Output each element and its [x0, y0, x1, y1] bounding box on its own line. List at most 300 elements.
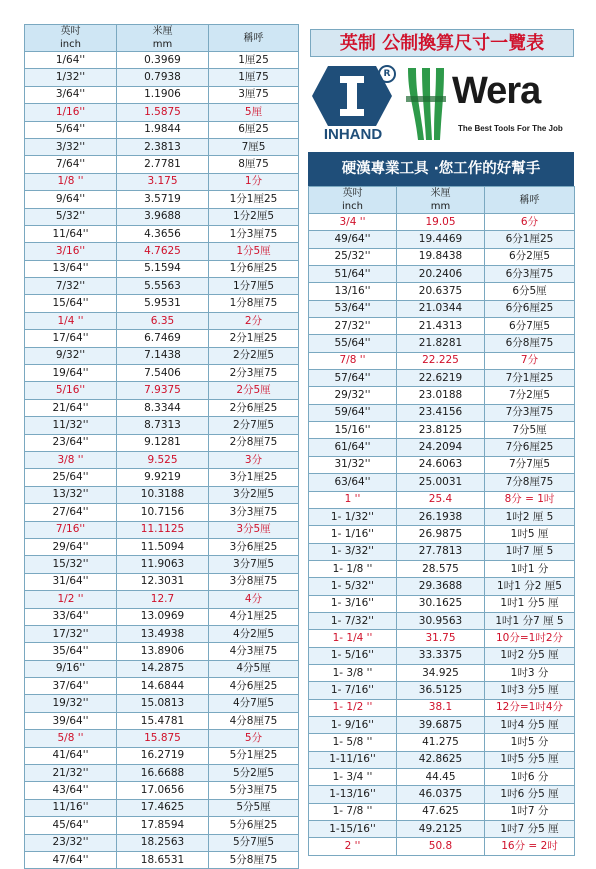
inch-cell: 41/64'' — [25, 747, 117, 764]
mm-cell: 5.9531 — [117, 295, 209, 312]
inch-cell: 1-13/16'' — [309, 786, 397, 803]
table-row — [25, 660, 299, 677]
table-row — [309, 508, 575, 525]
inch-cell: 35/64'' — [25, 643, 117, 660]
name-cell: 1分5厘 — [209, 243, 299, 260]
mm-cell: 4.3656 — [117, 225, 209, 242]
inch-cell: 27/32'' — [309, 318, 397, 335]
inch-cell: 29/64'' — [25, 538, 117, 555]
inch-cell: 33/64'' — [25, 608, 117, 625]
table-row — [25, 312, 299, 329]
table-row — [25, 278, 299, 295]
inch-cell: 1 '' — [309, 491, 397, 508]
header-name: 稱呼 — [209, 25, 299, 52]
logo-area — [308, 62, 574, 148]
inch-cell: 15/64'' — [25, 295, 117, 312]
inch-cell: 3/8 '' — [25, 451, 117, 468]
mm-cell: 25.4 — [397, 491, 485, 508]
table-row — [25, 678, 299, 695]
inch-cell: 5/8 '' — [25, 730, 117, 747]
inch-cell: 11/16'' — [25, 799, 117, 816]
inch-cell: 1- 1/8 '' — [309, 560, 397, 577]
name-cell: 1厘25 — [209, 52, 299, 69]
mm-cell: 17.4625 — [117, 799, 209, 816]
table-row — [309, 422, 575, 439]
mm-cell: 19.8438 — [397, 248, 485, 265]
name-cell: 8分 = 1吋 — [485, 491, 575, 508]
mm-cell: 9.9219 — [117, 469, 209, 486]
name-cell: 5分1厘25 — [209, 747, 299, 764]
name-cell: 4分 — [209, 591, 299, 608]
inch-cell: 1- 9/16'' — [309, 716, 397, 733]
name-cell: 2分 — [209, 312, 299, 329]
table-row — [25, 817, 299, 834]
mm-cell: 47.625 — [397, 803, 485, 820]
name-cell: 5分7厘5 — [209, 834, 299, 851]
table-row — [25, 521, 299, 538]
table-row — [25, 295, 299, 312]
header-inch — [25, 25, 117, 52]
table-row — [25, 451, 299, 468]
mm-cell: 8.7313 — [117, 417, 209, 434]
mm-cell: 26.9875 — [397, 526, 485, 543]
mm-cell: 3.175 — [117, 173, 209, 190]
name-cell: 1厘75 — [209, 69, 299, 86]
table-row — [25, 225, 299, 242]
inch-cell: 1- 7/8 '' — [309, 803, 397, 820]
table-row — [25, 747, 299, 764]
name-cell: 7厘5 — [209, 138, 299, 155]
header-inch-cn: 英吋 — [60, 26, 81, 37]
registered-mark: R — [378, 65, 396, 83]
inch-cell: 5/32'' — [25, 208, 117, 225]
table-row — [309, 647, 575, 664]
mm-cell: 49.2125 — [397, 821, 485, 838]
inch-cell: 17/64'' — [25, 330, 117, 347]
inch-cell: 61/64'' — [309, 439, 397, 456]
name-cell: 6分3厘75 — [485, 266, 575, 283]
table-row — [25, 799, 299, 816]
inch-cell: 47/64'' — [25, 851, 117, 868]
table-row — [25, 52, 299, 69]
name-cell: 3分7厘5 — [209, 556, 299, 573]
right-table-body — [309, 214, 575, 856]
mm-cell: 46.0375 — [397, 786, 485, 803]
inch-cell: 3/16'' — [25, 243, 117, 260]
header-mm-cn: 米厘 — [430, 188, 451, 199]
inch-cell: 7/8 '' — [309, 352, 397, 369]
inch-cell: 49/64'' — [309, 231, 397, 248]
left-table-body — [25, 52, 299, 869]
wera-tagline: The Best Tools For The Job — [458, 124, 563, 133]
header-inch-cn: 英吋 — [342, 188, 363, 199]
mm-cell: 11.1125 — [117, 521, 209, 538]
name-cell: 7分2厘5 — [485, 387, 575, 404]
mm-cell: 27.7813 — [397, 543, 485, 560]
mm-cell: 36.5125 — [397, 682, 485, 699]
mm-cell: 19.4469 — [397, 231, 485, 248]
name-cell: 1吋7 厘 5 — [485, 543, 575, 560]
inch-cell: 1/16'' — [25, 104, 117, 121]
inch-cell: 1/64'' — [25, 52, 117, 69]
table-row — [309, 664, 575, 681]
table-row — [309, 716, 575, 733]
name-cell: 1吋1 分7 厘 5 — [485, 612, 575, 629]
name-cell: 1吋1 分2 厘5 — [485, 578, 575, 595]
name-cell: 1吋5 分 — [485, 734, 575, 751]
inch-cell: 1- 3/32'' — [309, 543, 397, 560]
mm-cell: 22.6219 — [397, 370, 485, 387]
table-row — [309, 751, 575, 768]
mm-cell: 19.05 — [397, 214, 485, 231]
mm-cell: 22.225 — [397, 352, 485, 369]
table-row — [309, 682, 575, 699]
table-row — [309, 560, 575, 577]
inch-cell: 3/4 '' — [309, 214, 397, 231]
inch-cell: 57/64'' — [309, 370, 397, 387]
table-row — [25, 591, 299, 608]
mm-cell: 20.6375 — [397, 283, 485, 300]
name-cell: 5分3厘75 — [209, 782, 299, 799]
mm-cell: 30.9563 — [397, 612, 485, 629]
table-row — [25, 573, 299, 590]
mm-cell: 15.0813 — [117, 695, 209, 712]
inch-cell: 45/64'' — [25, 817, 117, 834]
mm-cell: 7.1438 — [117, 347, 209, 364]
header-mm-en: mm — [152, 39, 173, 50]
mm-cell: 6.7469 — [117, 330, 209, 347]
table-row — [25, 765, 299, 782]
name-cell: 6分6厘25 — [485, 300, 575, 317]
table-row — [309, 318, 575, 335]
table-row — [25, 382, 299, 399]
mm-cell: 26.1938 — [397, 508, 485, 525]
inch-cell: 5/16'' — [25, 382, 117, 399]
mm-cell: 50.8 — [397, 838, 485, 855]
table-row — [25, 121, 299, 138]
name-cell: 1分7厘5 — [209, 278, 299, 295]
name-cell: 4分8厘75 — [209, 712, 299, 729]
inch-cell: 27/64'' — [25, 504, 117, 521]
name-cell: 6分1厘25 — [485, 231, 575, 248]
inch-cell: 9/64'' — [25, 191, 117, 208]
mm-cell: 42.8625 — [397, 751, 485, 768]
inch-cell: 1- 1/2 '' — [309, 699, 397, 716]
name-cell: 3分2厘5 — [209, 486, 299, 503]
inch-cell: 1- 3/4 '' — [309, 769, 397, 786]
name-cell: 2分5厘 — [209, 382, 299, 399]
mm-cell: 15.875 — [117, 730, 209, 747]
mm-cell: 21.8281 — [397, 335, 485, 352]
name-cell: 4分7厘5 — [209, 695, 299, 712]
name-cell: 12分=1吋4分 — [485, 699, 575, 716]
inch-cell: 1/8 '' — [25, 173, 117, 190]
table-row — [309, 387, 575, 404]
name-cell: 1分8厘75 — [209, 295, 299, 312]
header-mm-cn: 米厘 — [152, 26, 173, 37]
inch-cell: 3/32'' — [25, 138, 117, 155]
name-cell: 1分 — [209, 173, 299, 190]
name-cell: 5厘 — [209, 104, 299, 121]
name-cell: 2分3厘75 — [209, 365, 299, 382]
table-row — [25, 243, 299, 260]
name-cell: 6分8厘75 — [485, 335, 575, 352]
mm-cell: 21.0344 — [397, 300, 485, 317]
mm-cell: 1.9844 — [117, 121, 209, 138]
name-cell: 6分7厘5 — [485, 318, 575, 335]
inch-cell: 13/64'' — [25, 260, 117, 277]
table-row — [25, 556, 299, 573]
table-row — [25, 625, 299, 642]
table-row — [309, 769, 575, 786]
mm-cell: 5.1594 — [117, 260, 209, 277]
inch-cell: 1/4 '' — [25, 312, 117, 329]
table-row — [25, 173, 299, 190]
inch-cell: 43/64'' — [25, 782, 117, 799]
inch-cell: 1- 7/16'' — [309, 682, 397, 699]
inch-cell: 1-15/16'' — [309, 821, 397, 838]
inch-cell: 13/16'' — [309, 283, 397, 300]
inch-cell: 1- 3/8 '' — [309, 664, 397, 681]
table-row — [309, 335, 575, 352]
name-cell: 3分5厘 — [209, 521, 299, 538]
mm-cell: 16.2719 — [117, 747, 209, 764]
wera-logo-text: Wera — [452, 70, 541, 112]
table-row — [25, 538, 299, 555]
mm-cell: 24.6063 — [397, 456, 485, 473]
table-row — [309, 266, 575, 283]
name-cell: 6分2厘5 — [485, 248, 575, 265]
table-row — [25, 782, 299, 799]
table-row — [25, 399, 299, 416]
name-cell: 7分5厘 — [485, 422, 575, 439]
mm-cell: 24.2094 — [397, 439, 485, 456]
header-inch — [309, 187, 397, 214]
name-cell: 1吋6 分5 厘 — [485, 786, 575, 803]
inhand-logo-text: INHAND — [323, 126, 383, 143]
inch-cell: 1/2 '' — [25, 591, 117, 608]
name-cell: 3分 — [209, 451, 299, 468]
table-row — [309, 248, 575, 265]
inch-cell: 1- 7/32'' — [309, 612, 397, 629]
mm-cell: 7.5406 — [117, 365, 209, 382]
name-cell: 7分6厘25 — [485, 439, 575, 456]
inch-cell: 63/64'' — [309, 474, 397, 491]
mm-cell: 10.7156 — [117, 504, 209, 521]
inch-cell: 1-11/16'' — [309, 751, 397, 768]
table-row — [309, 491, 575, 508]
mm-cell: 9.525 — [117, 451, 209, 468]
mm-cell: 1.1906 — [117, 86, 209, 103]
header-inch-en: inch — [60, 39, 81, 50]
inch-cell: 15/16'' — [309, 422, 397, 439]
mm-cell: 0.7938 — [117, 69, 209, 86]
inch-cell: 51/64'' — [309, 266, 397, 283]
mm-cell: 30.1625 — [397, 595, 485, 612]
table-row — [25, 69, 299, 86]
mm-cell: 5.5563 — [117, 278, 209, 295]
inch-cell: 21/32'' — [25, 765, 117, 782]
name-cell: 1吋2 分5 厘 — [485, 647, 575, 664]
inch-cell: 11/64'' — [25, 225, 117, 242]
name-cell: 1吋7 分 — [485, 803, 575, 820]
table-row — [25, 486, 299, 503]
table-row — [309, 699, 575, 716]
table-row — [25, 851, 299, 868]
inch-cell: 29/32'' — [309, 387, 397, 404]
table-row — [309, 404, 575, 421]
table-row — [25, 504, 299, 521]
table-row — [309, 595, 575, 612]
name-cell: 1吋1 分 — [485, 560, 575, 577]
inch-cell: 2 '' — [309, 838, 397, 855]
name-cell: 16分 = 2吋 — [485, 838, 575, 855]
name-cell: 1吋1 分5 厘 — [485, 595, 575, 612]
table-row — [309, 474, 575, 491]
name-cell: 2分6厘25 — [209, 399, 299, 416]
header-inch-en: inch — [342, 201, 363, 212]
table-row — [25, 347, 299, 364]
inch-cell: 19/32'' — [25, 695, 117, 712]
name-cell: 3分6厘25 — [209, 538, 299, 555]
conversion-table-right — [308, 186, 575, 856]
table-row — [25, 104, 299, 121]
name-cell: 1吋6 分 — [485, 769, 575, 786]
name-cell: 5分8厘75 — [209, 851, 299, 868]
mm-cell: 34.925 — [397, 664, 485, 681]
table-row — [25, 330, 299, 347]
table-row — [309, 456, 575, 473]
mm-cell: 29.3688 — [397, 578, 485, 595]
name-cell: 1吋2 厘 5 — [485, 508, 575, 525]
name-cell: 7分1厘25 — [485, 370, 575, 387]
name-cell: 1吋5 分5 厘 — [485, 751, 575, 768]
mm-cell: 33.3375 — [397, 647, 485, 664]
table-row — [309, 283, 575, 300]
mm-cell: 13.0969 — [117, 608, 209, 625]
table-row — [25, 730, 299, 747]
mm-cell: 10.3188 — [117, 486, 209, 503]
table-row — [25, 643, 299, 660]
name-cell: 4分3厘75 — [209, 643, 299, 660]
mm-cell: 18.2563 — [117, 834, 209, 851]
table-row — [25, 365, 299, 382]
mm-cell: 25.0031 — [397, 474, 485, 491]
mm-cell: 3.9688 — [117, 208, 209, 225]
inch-cell: 9/16'' — [25, 660, 117, 677]
mm-cell: 13.4938 — [117, 625, 209, 642]
mm-cell: 44.45 — [397, 769, 485, 786]
table-row — [25, 608, 299, 625]
mm-cell: 2.3813 — [117, 138, 209, 155]
table-row — [25, 469, 299, 486]
inch-cell: 1- 3/16'' — [309, 595, 397, 612]
mm-cell: 28.575 — [397, 560, 485, 577]
table-row — [309, 838, 575, 855]
table-row — [25, 712, 299, 729]
name-cell: 3分3厘75 — [209, 504, 299, 521]
mm-cell: 20.2406 — [397, 266, 485, 283]
mm-cell: 6.35 — [117, 312, 209, 329]
inch-cell: 5/64'' — [25, 121, 117, 138]
table-row — [25, 417, 299, 434]
table-row — [25, 695, 299, 712]
name-cell: 4分5厘 — [209, 660, 299, 677]
mm-cell: 23.4156 — [397, 404, 485, 421]
mm-cell: 9.1281 — [117, 434, 209, 451]
mm-cell: 15.4781 — [117, 712, 209, 729]
table-row — [309, 803, 575, 820]
table-row — [25, 434, 299, 451]
mm-cell: 7.9375 — [117, 382, 209, 399]
wera-emblem-icon — [404, 66, 448, 142]
table-row — [309, 821, 575, 838]
inch-cell: 3/64'' — [25, 86, 117, 103]
table-row — [309, 214, 575, 231]
table-row — [309, 786, 575, 803]
inch-cell: 11/32'' — [25, 417, 117, 434]
inch-cell: 31/64'' — [25, 573, 117, 590]
inch-cell: 25/64'' — [25, 469, 117, 486]
table-row — [309, 231, 575, 248]
table-row — [25, 260, 299, 277]
table-row — [309, 300, 575, 317]
name-cell: 5分2厘5 — [209, 765, 299, 782]
mm-cell: 23.0188 — [397, 387, 485, 404]
name-cell: 3厘75 — [209, 86, 299, 103]
name-cell: 1分1厘25 — [209, 191, 299, 208]
mm-cell: 2.7781 — [117, 156, 209, 173]
inch-cell: 37/64'' — [25, 678, 117, 695]
table-row — [25, 156, 299, 173]
name-cell: 1吋3 分5 厘 — [485, 682, 575, 699]
mm-cell: 8.3344 — [117, 399, 209, 416]
mm-cell: 11.5094 — [117, 538, 209, 555]
inch-cell: 23/64'' — [25, 434, 117, 451]
name-cell: 4分6厘25 — [209, 678, 299, 695]
mm-cell: 12.3031 — [117, 573, 209, 590]
table-row — [309, 578, 575, 595]
mm-cell: 12.7 — [117, 591, 209, 608]
inch-cell: 1/32'' — [25, 69, 117, 86]
name-cell: 7分3厘75 — [485, 404, 575, 421]
inch-cell: 25/32'' — [309, 248, 397, 265]
table-row — [309, 352, 575, 369]
inch-cell: 9/32'' — [25, 347, 117, 364]
name-cell: 2分1厘25 — [209, 330, 299, 347]
name-cell: 3分8厘75 — [209, 573, 299, 590]
inch-cell: 53/64'' — [309, 300, 397, 317]
name-cell: 1分3厘75 — [209, 225, 299, 242]
name-cell: 1吋5 厘 — [485, 526, 575, 543]
name-cell: 6厘25 — [209, 121, 299, 138]
header-mm-en: mm — [430, 201, 451, 212]
name-cell: 5分5厘 — [209, 799, 299, 816]
name-cell: 2分8厘75 — [209, 434, 299, 451]
inch-cell: 1- 5/8 '' — [309, 734, 397, 751]
mm-cell: 14.6844 — [117, 678, 209, 695]
name-cell: 1吋7 分5 厘 — [485, 821, 575, 838]
mm-cell: 23.8125 — [397, 422, 485, 439]
page-title: 英制 公制換算尺寸一覽表 — [310, 29, 574, 57]
inch-cell: 59/64'' — [309, 404, 397, 421]
mm-cell: 13.8906 — [117, 643, 209, 660]
mm-cell: 0.3969 — [117, 52, 209, 69]
name-cell: 10分=1吋2分 — [485, 630, 575, 647]
inch-cell: 17/32'' — [25, 625, 117, 642]
name-cell: 3分1厘25 — [209, 469, 299, 486]
mm-cell: 17.8594 — [117, 817, 209, 834]
